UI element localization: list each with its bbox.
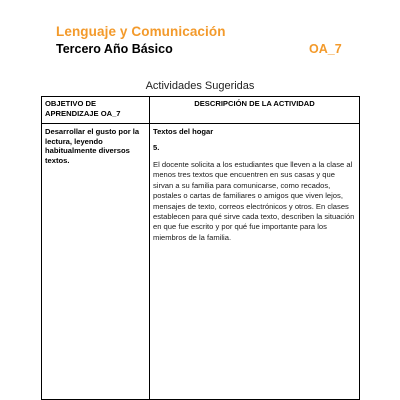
description-column-header: DESCRIPCIÓN DE LA ACTIVIDAD <box>150 97 360 124</box>
grade-level: Tercero Año Básico <box>56 42 173 56</box>
activity-title: Textos del hogar <box>153 127 214 136</box>
grade-row <box>56 41 356 57</box>
objective-column-header: OBJETIVO DE APRENDIZAJE OA_7 <box>42 97 150 124</box>
table-header-row <box>42 97 360 124</box>
description-cell <box>150 124 360 400</box>
document-header <box>56 24 356 57</box>
activity-description: El docente solicita a los estudiantes que lleven a la clase al menos tres textos que encuentren en sus casas y que sirvan a su familia para comunicarse, como recados, postales o cartas de familiares o amigos que viven lejos, mensajes de texto, correos electrónicos y otros. En clases establecen para qué sirve cada texto, describen la situación en que fue escrito y por qué fue importante para los miembros de la familia. <box>153 160 355 242</box>
section-title: Actividades Sugeridas <box>145 80 255 92</box>
subject-title: Lenguaje y Comunicación <box>56 24 226 39</box>
table-row <box>42 124 360 400</box>
objective-cell: Desarrollar el gusto por la lectura, leyendo habitualmente diversos textos. <box>42 124 150 400</box>
activity-number: 5. <box>153 142 160 152</box>
objective-code: OA_7 <box>309 42 342 56</box>
activities-table <box>41 96 360 400</box>
